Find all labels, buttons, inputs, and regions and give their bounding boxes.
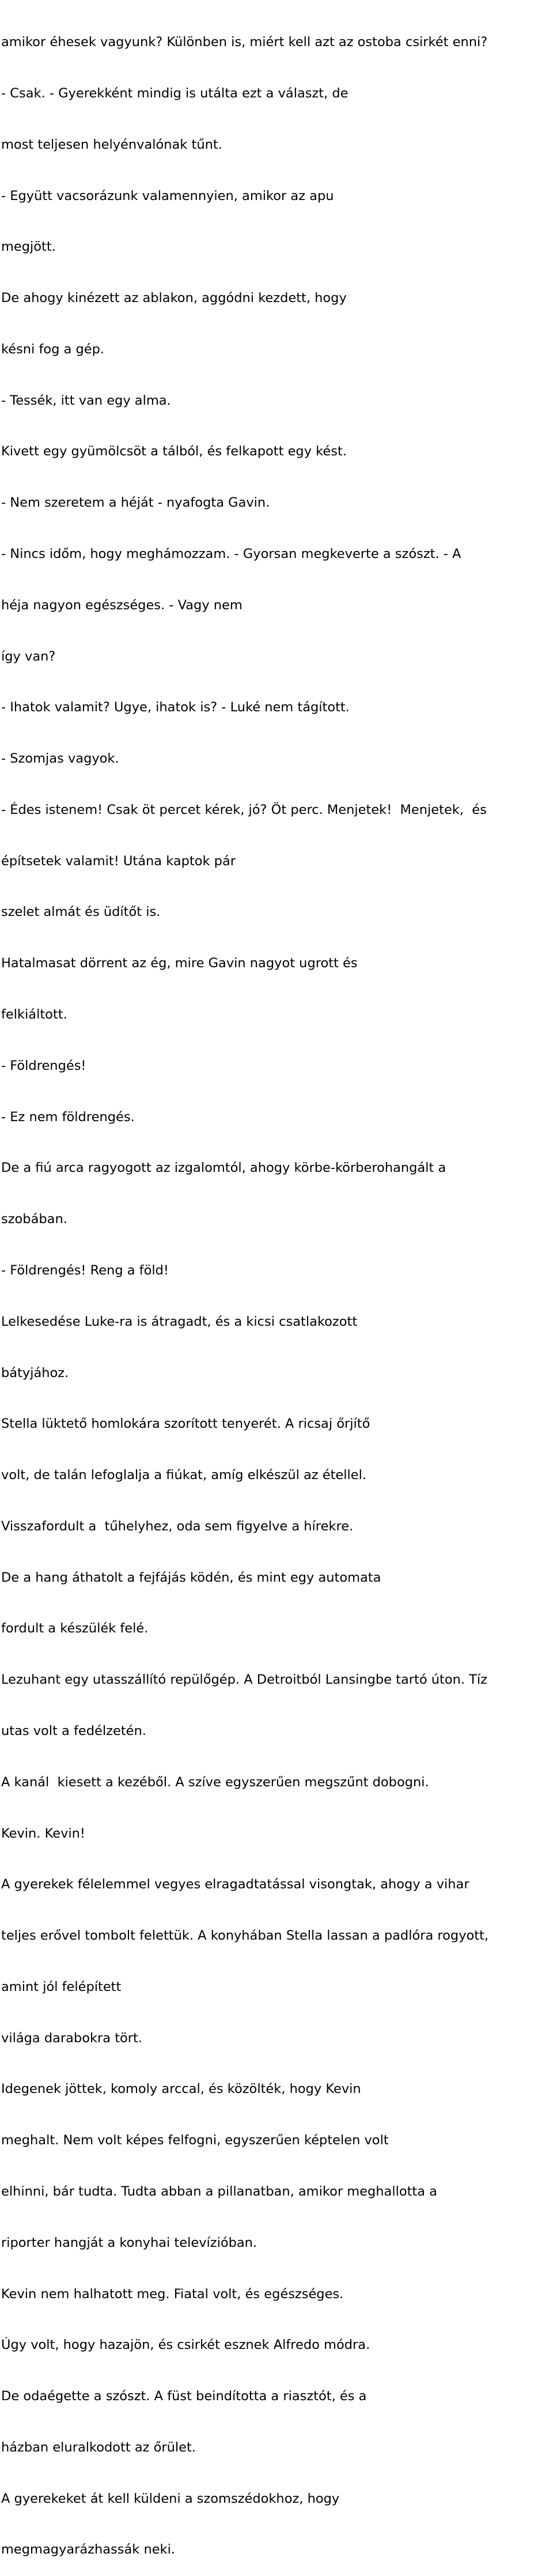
text-line: Lezuhant egy utasszállító repülőgép. A Detroitból Lansingbe tartó úton. Tíz <box>1 1672 487 1688</box>
text-line: - Földrengés! <box>1 1058 86 1073</box>
text-line: teljes erővel tombolt felettük. A konyhában Stella lassan a padlóra rogyott, <box>1 1928 489 1944</box>
text-line: Kevin nem halhatott meg. Fiatal volt, és egészséges. <box>1 2286 344 2302</box>
text-line: - Együtt vacsorázunk valamennyien, amikor az apu <box>1 188 334 203</box>
text-line: - Szomjas vagyok. <box>1 751 119 767</box>
text-line: - Ez nem földrengés. <box>1 1109 135 1125</box>
text-line: Stella lüktető homlokára szorított tenyerét. A ricsaj őrjítő <box>1 1416 370 1432</box>
text-line: elhinni, bár tudta. Tudta abban a pillanatban, amikor meghallotta a <box>1 2184 437 2199</box>
text-line: Hatalmasat dörrent az ég, mire Gavin nagyot ugrott és <box>1 956 358 971</box>
text-line: megmagyarázhassák neki. <box>1 2542 175 2558</box>
text-line: - Ihatok valamit? Ugye, ihatok is? - Luké nem tágított. <box>1 700 350 715</box>
text-line: A kanál kiesett a kezéből. A szíve egyszerűen megszűnt dobogni. <box>1 1774 429 1790</box>
text-line: De odaégette a szószt. A füst beindította a riasztót, és a <box>1 2389 367 2404</box>
text-line: De a fiú arca ragyogott az izgalomtól, ahogy körbe-körberohangált a <box>1 1160 446 1176</box>
text-line: szobában. <box>1 1212 67 1227</box>
text-line: Úgy volt, hogy hazajön, és csirkét esznek Alfredo módra. <box>1 2337 370 2353</box>
text-line: A gyerekek félelemmel vegyes elragadtatással visongtak, ahogy a vihar <box>1 1877 469 1892</box>
text-line: utas volt a fedélzetén. <box>1 1723 146 1738</box>
text-line: volt, de talán lefoglalja a fiúkat, amíg elkészül az étellel. <box>1 1468 367 1483</box>
text-line: így van? <box>1 648 56 664</box>
text-line: - Földrengés! Reng a föld! <box>1 1262 169 1278</box>
text-line: házban eluralkodott az őrület. <box>1 2439 196 2455</box>
text-line: Kevin. Kevin! <box>1 1826 85 1841</box>
text-line: bátyjához. <box>1 1365 69 1381</box>
text-line: késni fog a gép. <box>1 341 105 357</box>
text-line: Visszafordult a tűhelyhez, oda sem figyelve a hírekre. <box>1 1518 354 1534</box>
text-line: riporter hangját a konyhai televízióban. <box>1 2235 257 2250</box>
text-line: - Édes istenem! Csak öt percet kérek, jó? Öt perc. Menjetek! Menjetek, és <box>1 802 487 817</box>
text-line: A gyerekeket át kell küldeni a szomszédokhoz, hogy <box>1 2491 340 2506</box>
text-line: De a hang áthatolt a fejfájás ködén, és mint egy automata <box>1 1570 381 1585</box>
text-line: De ahogy kinézett az ablakon, aggódni kezdett, hogy <box>1 291 347 306</box>
text-line: amikor éhesek vagyunk? Különben is, miért kell azt az ostoba csirkét enni? <box>1 35 488 50</box>
text-line: - Nem szeretem a héját - nyafogta Gavin. <box>1 495 270 511</box>
text-line: Idegenek jöttek, komoly arccal, és közölték, hogy Kevin <box>1 2081 361 2097</box>
text-line: szelet almát és üdítőt is. <box>1 904 161 920</box>
text-line: héja nagyon egészséges. - Vagy nem <box>1 597 243 613</box>
text-line: - Nincs időm, hogy meghámozzam. - Gyorsan megkeverte a szószt. - A <box>1 546 461 561</box>
document-body <box>1 0 553 2576</box>
text-line: - Tessék, itt van egy alma. <box>1 393 171 408</box>
text-line: Lelkesedése Luke-ra is átragadt, és a kicsi csatlakozott <box>1 1314 358 1329</box>
text-line: meghalt. Nem volt képes felfogni, egyszerűen képtelen volt <box>1 2133 389 2148</box>
text-line: fordult a készülék felé. <box>1 1621 149 1636</box>
text-line: felkiáltott. <box>1 1007 67 1023</box>
text-line: világa darabokra tört. <box>1 2030 143 2046</box>
text-line: megjött. <box>1 239 56 255</box>
text-line: most teljesen helyénvalónak tűnt. <box>1 137 222 152</box>
text-line: - Csak. - Gyerekként mindig is utálta ezt a választ, de <box>1 85 349 101</box>
text-line: Kivett egy gyümölcsöt a tálból, és felkapott egy kést. <box>1 444 347 459</box>
text-line: amint jól felépített <box>1 1979 122 1994</box>
text-line: építsetek valamit! Utána kaptok pár <box>1 853 236 869</box>
